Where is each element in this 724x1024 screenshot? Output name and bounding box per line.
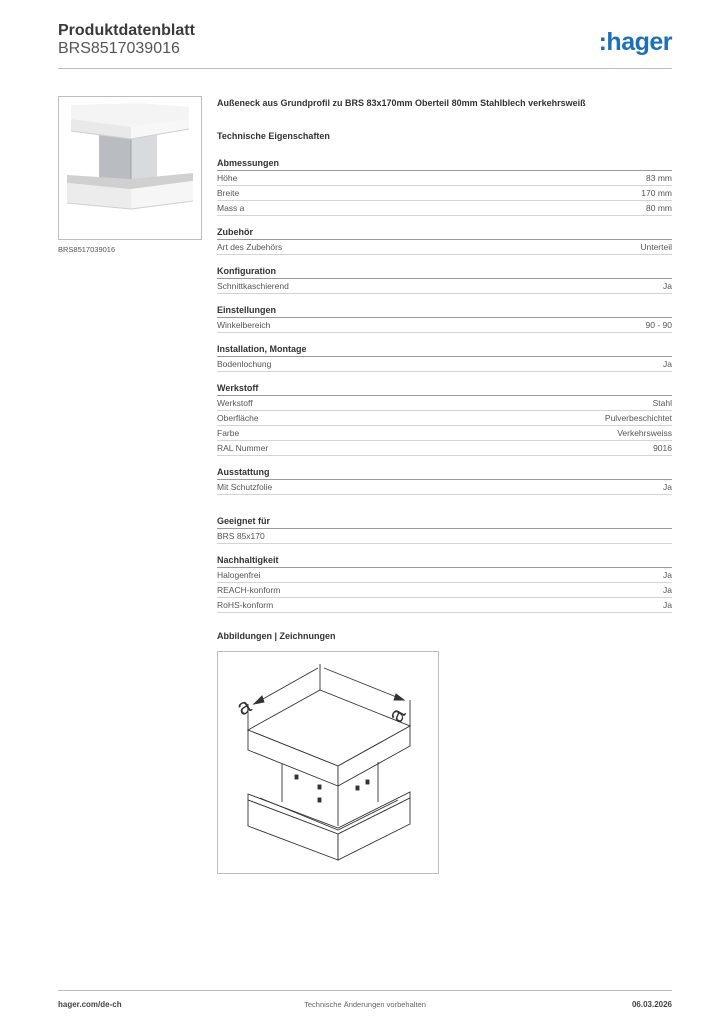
section-title: Installation, Montage	[217, 343, 672, 357]
spec-label: Werkstoff	[217, 398, 253, 408]
spec-row	[217, 583, 672, 598]
spec-section	[217, 304, 672, 333]
hager-logo: :hager	[598, 28, 672, 56]
spec-label: Höhe	[217, 173, 238, 183]
section-title: Abmessungen	[217, 157, 672, 171]
dimension-label-right: a	[382, 703, 411, 727]
spec-row	[217, 396, 672, 411]
spec-row	[217, 171, 672, 186]
spec-label: Farbe	[217, 428, 240, 438]
page-title: Produktdatenblatt	[58, 22, 195, 39]
spec-section	[217, 554, 672, 613]
spec-label: RoHS-konform	[217, 600, 274, 610]
photo-caption: BRS8517039016	[58, 245, 116, 254]
spec-value: 170 mm	[641, 188, 672, 198]
spec-value: 90 - 90	[645, 320, 672, 330]
spec-value: 80 mm	[646, 203, 672, 213]
spec-sections	[217, 157, 672, 613]
technical-properties-heading: Technische Eigenschaften	[217, 131, 330, 141]
product-details	[217, 96, 672, 613]
spec-row	[217, 480, 672, 495]
section-title: Konfiguration	[217, 265, 672, 279]
spec-section	[217, 515, 672, 544]
website-link[interactable]: hager.com/de-ch	[58, 1000, 122, 1009]
technical-drawing-image	[218, 652, 438, 873]
spec-label: Mass a	[217, 203, 245, 213]
spec-row	[217, 240, 672, 255]
spec-value: Stahl	[652, 398, 672, 408]
spec-section	[217, 466, 672, 495]
spec-row	[217, 598, 672, 613]
spec-row	[217, 411, 672, 426]
page-header	[58, 20, 672, 69]
spec-value: 9016	[653, 443, 672, 453]
product-photo	[58, 96, 202, 240]
spec-value: Ja	[663, 281, 672, 291]
spec-section	[217, 226, 672, 255]
spec-value: Ja	[663, 359, 672, 369]
product-photo-image	[59, 97, 201, 239]
section-title: Ausstattung	[217, 466, 672, 480]
spec-label: Oberfläche	[217, 413, 259, 423]
drawings-heading: Abbildungen | Zeichnungen	[217, 631, 336, 641]
spec-label: Bodenlochung	[217, 359, 272, 369]
section-title: Geeignet für	[217, 515, 672, 529]
section-title: Zubehör	[217, 226, 672, 240]
spec-section	[217, 265, 672, 294]
spec-label: BRS 85x170	[217, 531, 265, 541]
spec-label: REACH-konform	[217, 585, 281, 595]
spec-section	[217, 157, 672, 216]
spec-value: Unterteil	[640, 242, 672, 252]
spec-label: Mit Schutzfolie	[217, 482, 273, 492]
spec-label: Breite	[217, 188, 240, 198]
spec-value: Ja	[663, 585, 672, 595]
spec-row	[217, 357, 672, 372]
spec-row	[217, 529, 672, 544]
spec-row	[217, 426, 672, 441]
spec-label: Schnittkaschierend	[217, 281, 289, 291]
footer-notice: Technische Änderungen vorbehalten	[304, 1000, 426, 1009]
spec-value: Ja	[663, 482, 672, 492]
spec-row	[217, 441, 672, 456]
spec-label: Winkelbereich	[217, 320, 271, 330]
technical-drawing	[217, 651, 439, 874]
spec-value: Verkehrsweiss	[617, 428, 672, 438]
spec-value: Pulverbeschichtet	[604, 413, 672, 423]
spec-section	[217, 343, 672, 372]
spec-section	[217, 382, 672, 456]
spec-row	[217, 186, 672, 201]
spec-value: 83 mm	[646, 173, 672, 183]
spec-row	[217, 201, 672, 216]
spec-row	[217, 279, 672, 294]
section-title: Nachhaltigkeit	[217, 554, 672, 568]
section-title: Einstellungen	[217, 304, 672, 318]
page-footer	[58, 990, 672, 1021]
spec-value: Ja	[663, 600, 672, 610]
product-description: Außeneck aus Grundprofil zu BRS 83x170mm Oberteil 80mm Stahlblech verkehrsweiß	[217, 98, 586, 108]
product-number: BRS8517039016	[58, 40, 180, 57]
footer-date: 06.03.2026	[631, 1000, 672, 1009]
dimension-label-left: a	[232, 692, 256, 721]
spec-label: Art des Zubehörs	[217, 242, 283, 252]
section-title: Werkstoff	[217, 382, 672, 396]
spec-row	[217, 318, 672, 333]
spec-value: Ja	[663, 570, 672, 580]
spec-label: RAL Nummer	[217, 443, 269, 453]
spec-row	[217, 568, 672, 583]
spec-label: Halogenfrei	[217, 570, 261, 580]
